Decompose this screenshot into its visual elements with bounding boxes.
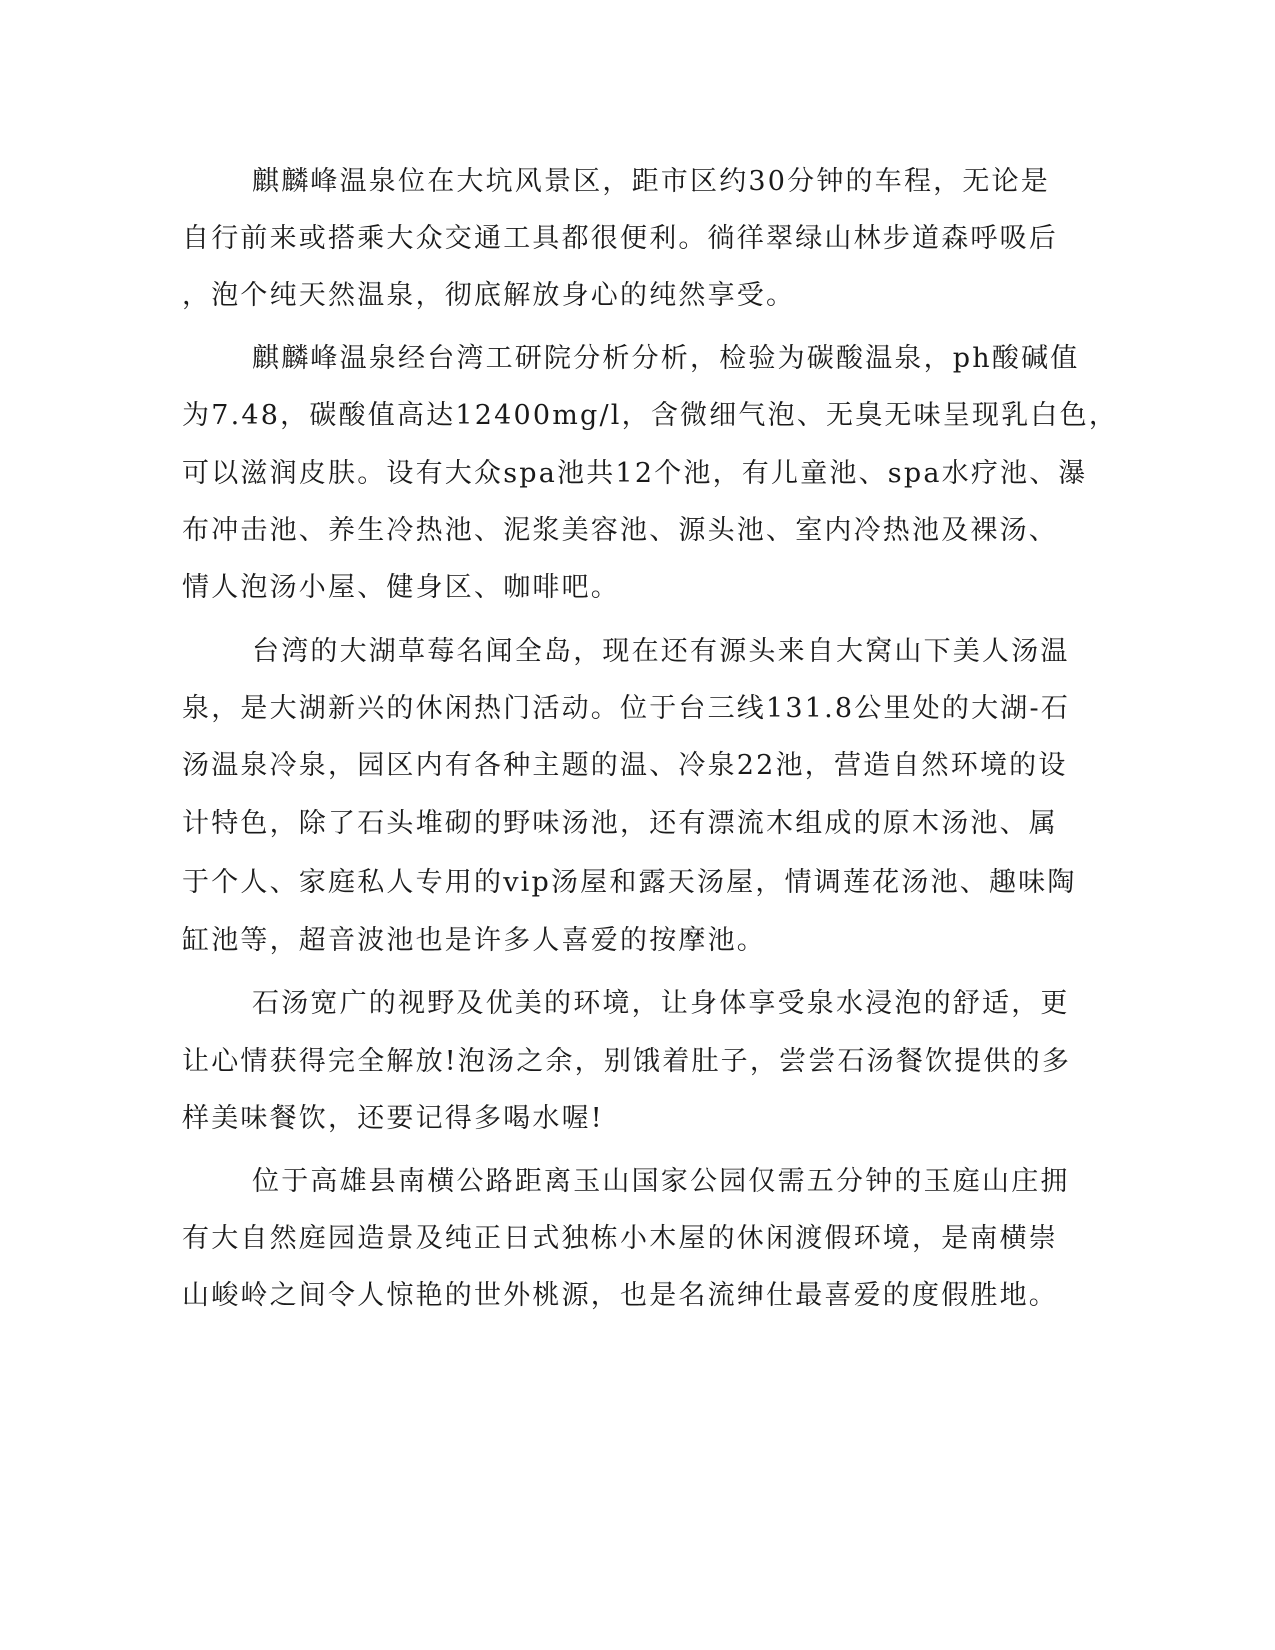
paragraph-line: 布冲击池、养生冷热池、泥浆美容池、源头池、室内冷热池及裸汤、 [182,515,1058,546]
paragraph-line: 计特色，除了石头堆砌的野味汤池，还有漂流木组成的原木汤池、属 [182,808,1058,839]
paragraph-line: 台湾的大湖草莓名闻全岛，现在还有源头来自大窝山下美人汤温 [252,636,1070,667]
paragraph-line: 位于高雄县南横公路距离玉山国家公园仅需五分钟的玉庭山庄拥 [252,1166,1070,1197]
paragraph-line: 让心情获得完全解放!泡汤之余，别饿着肚子，尝尝石汤餐饮提供的多 [182,1046,1072,1077]
paragraph-line: ，泡个纯天然温泉，彻底解放身心的纯然享受。 [182,280,796,311]
paragraph-line: 情人泡汤小屋、健身区、咖啡吧。 [182,572,620,603]
paragraph-line: 麒麟峰温泉位在大坑风景区，距市区约30分钟的车程，无论是 [252,166,1050,197]
paragraph-line: 样美味餐饮，还要记得多喝水喔! [182,1103,604,1134]
paragraph-line: 缸池等，超音波池也是许多人喜爱的按摩池。 [182,925,766,956]
paragraph-line: 可以滋润皮肤。设有大众spa池共12个池，有儿童池、spa水疗池、瀑 [182,458,1088,489]
paragraph-line: 于个人、家庭私人专用的vip汤屋和露天汤屋，情调莲花汤池、趣味陶 [182,867,1077,898]
paragraph-line: 石汤宽广的视野及优美的环境，让身体享受泉水浸泡的舒适，更 [252,988,1070,1019]
paragraph-line: 有大自然庭园造景及纯正日式独栋小木屋的休闲渡假环境，是南横崇 [182,1223,1058,1254]
paragraph-line: 麒麟峰温泉经台湾工研院分析分析，检验为碳酸温泉，ph酸碱值 [252,343,1080,374]
paragraph-line: 自行前来或搭乘大众交通工具都很便利。徜徉翠绿山林步道森呼吸后 [182,223,1058,254]
paragraph-line: 山峻岭之间令人惊艳的世外桃源，也是名流绅仕最喜爱的度假胜地。 [182,1280,1058,1311]
paragraph-line: 为7.48，碳酸值高达12400mg/l，含微细气泡、无臭无味呈现乳白色， [182,400,1119,431]
paragraph-line: 汤温泉冷泉，园区内有各种主题的温、冷泉22池，营造自然环境的设 [182,750,1068,781]
paragraph-line: 泉，是大湖新兴的休闲热门活动。位于台三线131.8公里处的大湖-石 [182,693,1071,724]
